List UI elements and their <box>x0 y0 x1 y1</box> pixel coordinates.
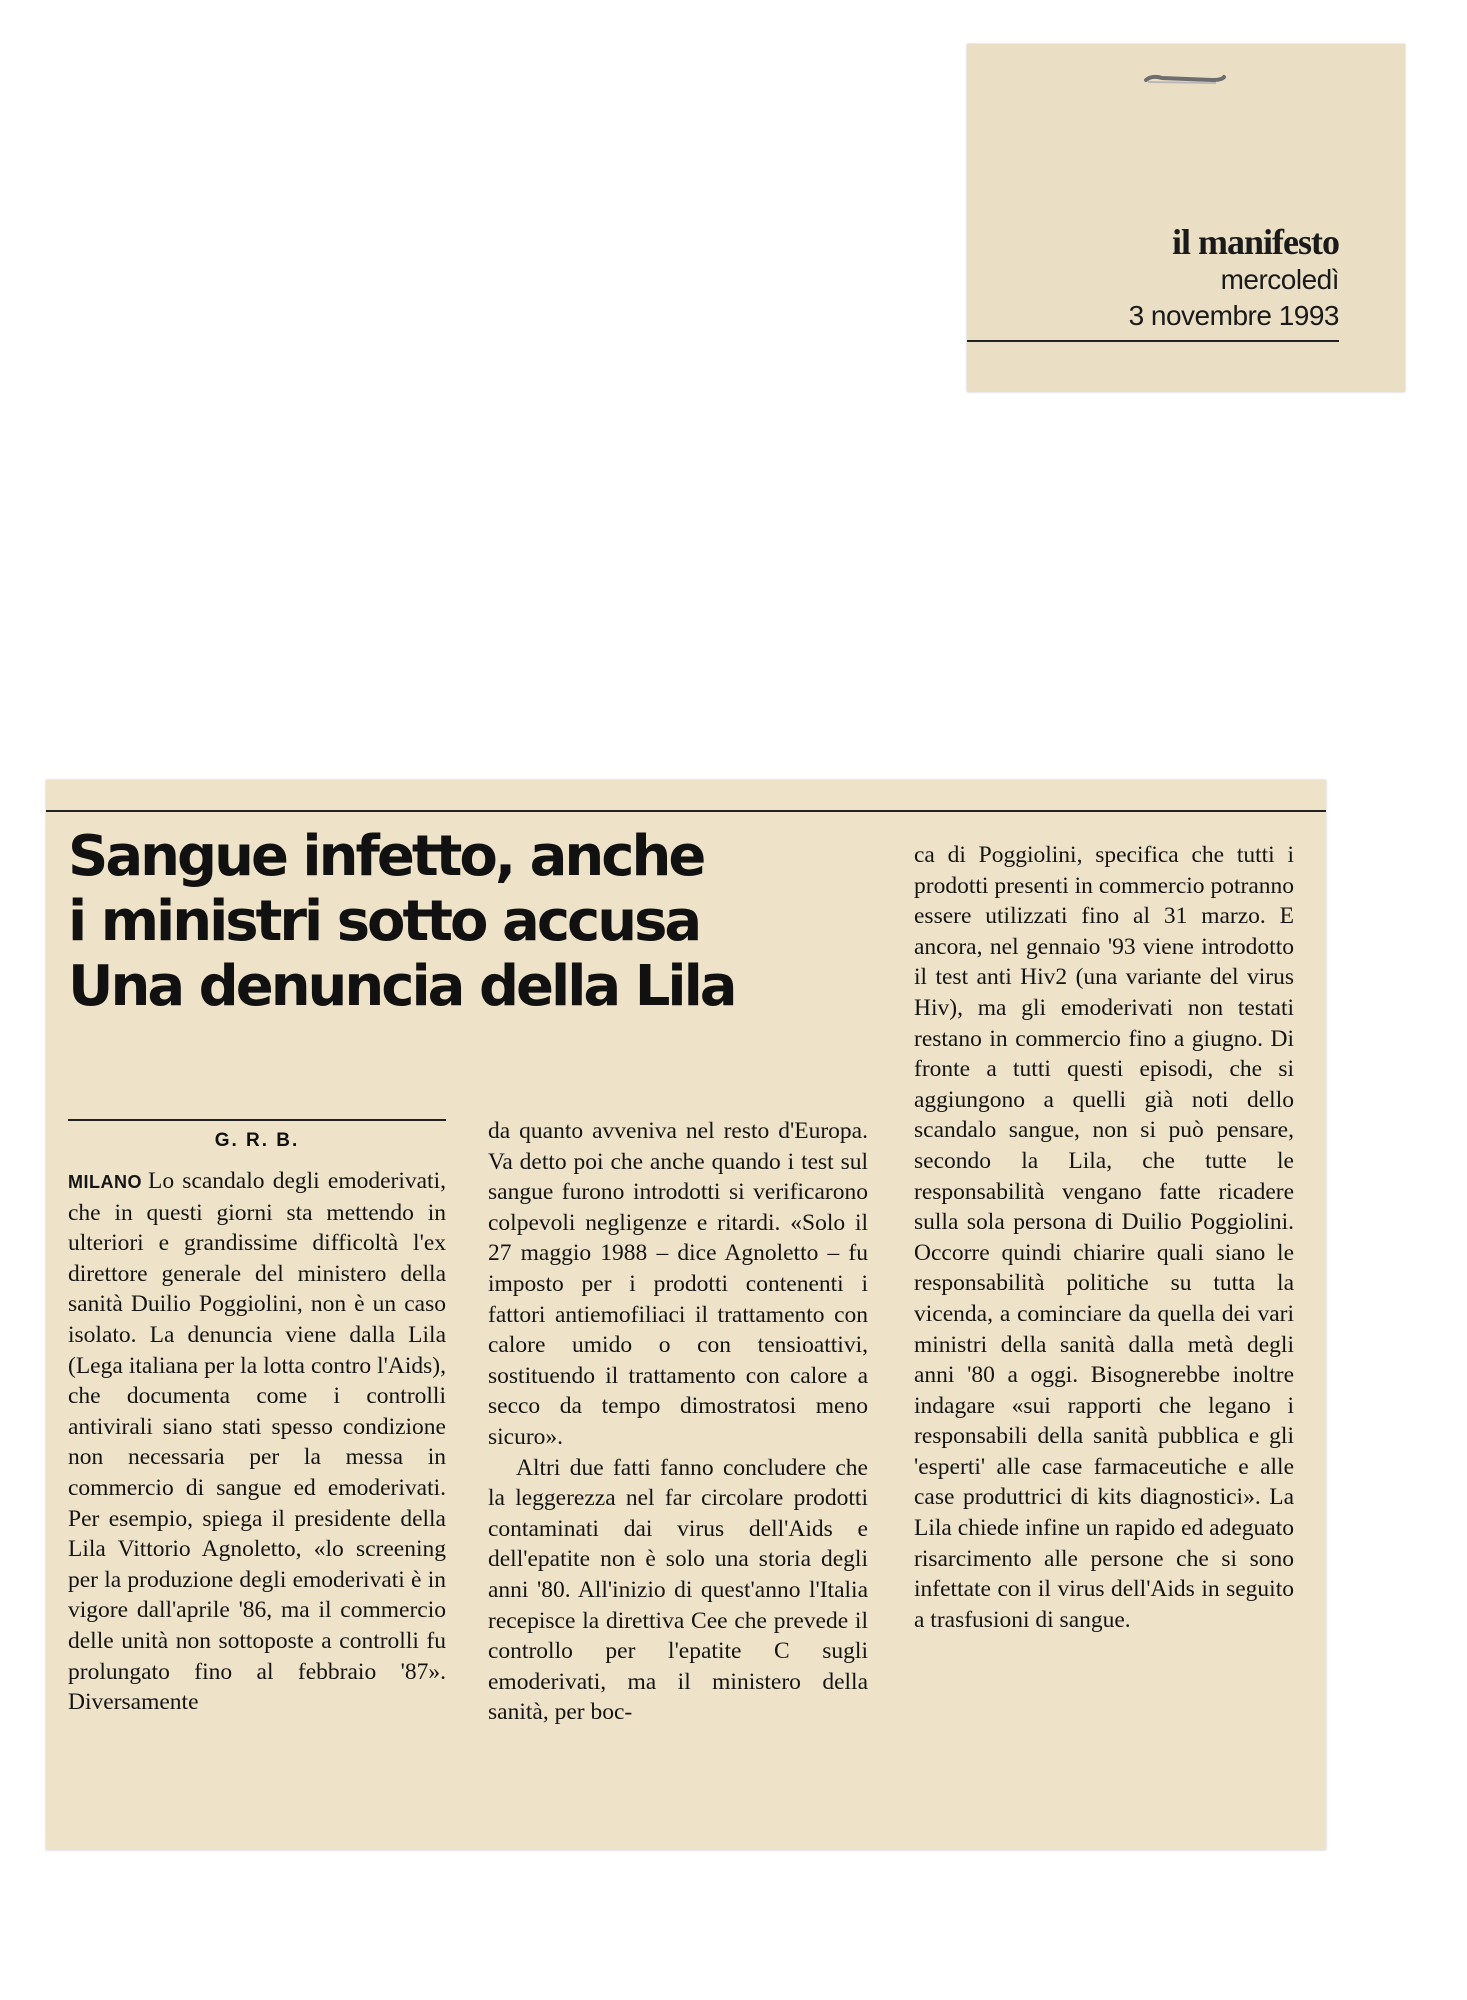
masthead-clipping <box>967 44 1405 392</box>
headline-line-1: Sangue infetto, anche <box>68 824 704 889</box>
column-2-paragraph-2: Altri due fatti fanno concludere che la leggerezza nel far circolare prodotti contaminati dai virus dell'Aids e dell'epatite non è solo una storia degli anni '80. All'inizio di quest'anno l'Italia recepisce la direttiva Cee che prevede il controllo per l'epatite C sugli emoderivati, ma il ministero della sanità, per boc- <box>488 1454 868 1726</box>
dateline: MILANO <box>68 1172 142 1192</box>
publication-date: 3 novembre 1993 <box>1128 300 1339 331</box>
staple-icon <box>1142 74 1226 88</box>
article-column-1 <box>68 1166 446 1718</box>
column-3-text: ca di Poggiolini, specifica che tutti i prodotti presenti in commercio potranno essere utilizzati fino al 31 marzo. E ancora, nel gennaio '93 viene introdotto il test anti Hiv2 (una variante del virus Hiv), ma gli emoderivati non testati restano in commercio fino a giugno. Di fronte a tutti questi episodi, che si aggiungono a quelli già noti dello scandalo sangue, non si può pensare, secondo la Lila, che tutte le responsabilità vengano fatte ricadere sulla sola persona di Duilio Poggiolini. Occorre quindi chiarire quali siano le responsabilità politiche su tutta la vicenda, a cominciare da quella dei vari ministri della sanità dalla metà degli anni '80 a oggi. Bisognerebbe inoltre indagare «sui rapporti che legano i responsabili della sanità pubblica e gli 'esperti' alle case farmaceutiche e alle case produttrici di kits diagnostici». La Lila chiede infine un rapido ed adeguato risarcimento alle persone che si sono infettate con il virus dell'Aids in seguito a trasfusioni di sangue. <box>914 842 1294 1633</box>
top-divider <box>46 810 1326 812</box>
article-column-2 <box>488 1116 868 1728</box>
article-clipping <box>46 780 1326 1850</box>
masthead <box>1129 222 1339 334</box>
article-headline <box>68 824 735 1019</box>
column-1-text: Lo scandalo degli emoderivati, che in questi giorni sta mettendo in ulteriori e grandissime difficoltà l'ex direttore generale del ministero della sanità Duilio Poggiolini, non è un caso isolato. La denuncia viene dalla Lila (Lega italiana per la lotta contro l'Aids), che documenta come i controlli antivirali siano stati spesso condizione non necessaria per la messa in commercio di sangue ed emoderivati. Per esempio, spiega il presidente della Lila Vittorio Agnoletto, «lo screening per la produzione degli emoderivati è in vigore dall'aprile '86, ma il commercio delle unità non sottoposte a controlli fu prolungato fino al febbraio '87». Diversamente <box>68 1168 446 1716</box>
byline-divider <box>68 1119 446 1121</box>
publication-day: mercoledì <box>1220 264 1339 295</box>
headline-line-3: Una denuncia della Lila <box>68 954 735 1019</box>
newspaper-name: il manifesto <box>1172 222 1339 262</box>
column-2-paragraph-1: da quanto avveniva nel resto d'Europa. Va detto poi che anche quando i test sul sangue furono introdotti si verificarono colpevoli negligenze e ritardi. «Solo il 27 maggio 1988 – dice Agnoletto – fu imposto per i prodotti contenenti i fattori antiemofiliaci il trattamento con calore umido o con tensioattivi, sostituendo il trattamento con calore a secco da tempo dimostratosi meno sicuro». <box>488 1118 868 1450</box>
headline-line-2: i ministri sotto accusa <box>68 889 700 954</box>
article-column-3 <box>914 840 1294 1635</box>
byline: G. R. B. <box>214 1130 300 1151</box>
masthead-divider <box>967 340 1339 342</box>
